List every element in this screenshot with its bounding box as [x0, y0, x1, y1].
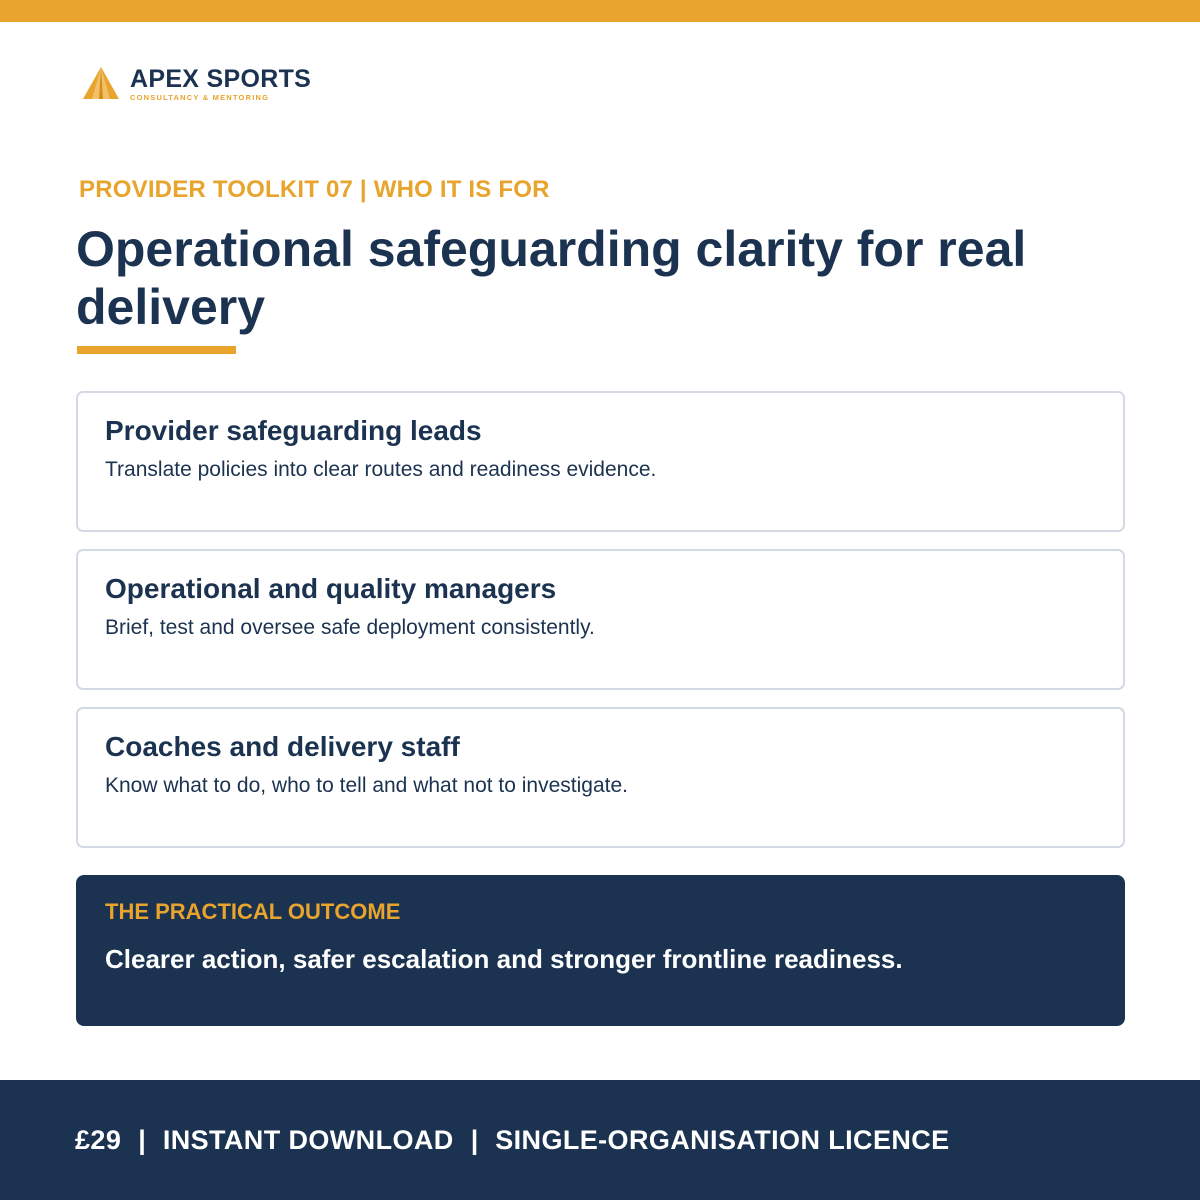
page-headline: Operational safeguarding clarity for real delivery: [76, 221, 1027, 335]
footer-separator: |: [470, 1124, 479, 1155]
footer-licence: SINGLE-ORGANISATION LICENCE: [495, 1124, 950, 1155]
brand-name: APEX SPORTS: [130, 65, 312, 93]
audience-card-title: Provider safeguarding leads: [105, 415, 482, 446]
practical-outcome-panel: [76, 875, 1125, 1026]
audience-card-delivery-staff: [76, 707, 1125, 848]
footer-separator: |: [138, 1124, 146, 1155]
mountain-peak-icon: [82, 66, 120, 100]
top-accent-bar: [0, 0, 1200, 22]
audience-card-title: Operational and quality managers: [105, 573, 557, 604]
outcome-label: THE PRACTICAL OUTCOME: [105, 899, 401, 924]
outcome-text: Clearer action, safer escalation and stronger frontline readiness.: [105, 944, 903, 974]
brand-tagline: CONSULTANCY & MENTORING: [130, 93, 270, 102]
brand-logo: [82, 66, 311, 102]
audience-card-description: Brief, test and oversee safe deployment consistently.: [105, 616, 595, 639]
section-eyebrow: PROVIDER TOOLKIT 07 | WHO IT IS FOR: [79, 176, 550, 203]
footer-delivery: INSTANT DOWNLOAD: [162, 1124, 454, 1155]
headline-underline: [77, 346, 236, 354]
audience-card-title: Coaches and delivery staff: [105, 731, 460, 762]
audience-card-description: Know what to do, who to tell and what not to investigate.: [105, 774, 628, 797]
audience-card-safeguarding-leads: [76, 391, 1125, 532]
footer-price: £29: [75, 1124, 122, 1155]
pricing-footer: [0, 1080, 1200, 1200]
audience-card-description: Translate policies into clear routes and readiness evidence.: [105, 458, 657, 481]
audience-card-quality-managers: [76, 549, 1125, 690]
